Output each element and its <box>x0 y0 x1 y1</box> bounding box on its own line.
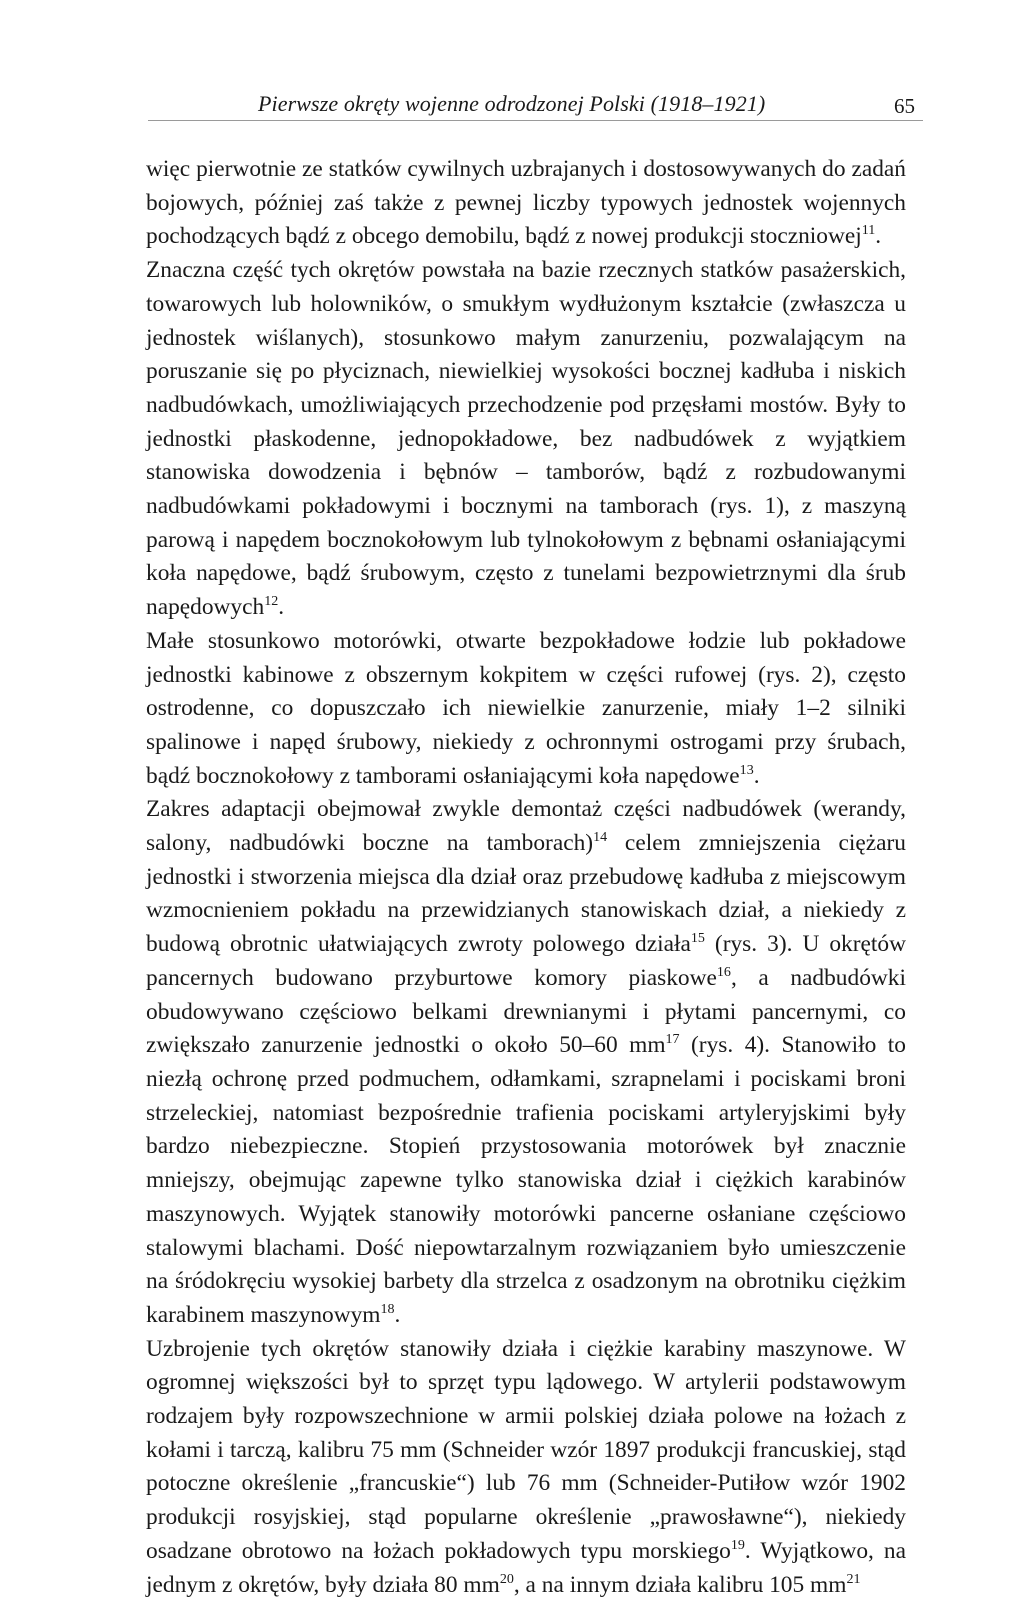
paragraph <box>146 1333 906 1602</box>
paragraph <box>146 793 906 1332</box>
running-title: Pierwsze okręty wojenne odrodzonej Polski (1918–1921) <box>258 91 766 116</box>
text-run: , a nadbudówki obudowywano częściowo belkami drewnianymi i płytami pancernymi, co zwiększało zanurzenie jednostki o około 50–60 mm <box>146 964 906 1059</box>
text-run: Znaczna część tych okrętów powstała na bazie rzecznych statków pasażerskich, towarowych lub holowników, o smukłym wydłużonym kształcie (zwłaszcza u jednostek wiślanych), stosunkowo małym zanurzeniu, pozwalającym na poruszanie się po płyciznach, niewielkiej wysokości bocznej kadłuba i niskich nadbudówkach, umożliwiających przechodzenie pod przęsłami mostów. Były to jednostki płaskodenne, jednopokładowe, bez nadbudówek z wyjątkiem stanowiska dowodzenia i bębnów – tamborów, bądź z rozbudowanymi nadbudówkami pokładowymi i bocznymi na tamborach (rys. 1), z maszyną parową i napędem bocznokołowym lub tylnokołowym z bębnami osłaniającymi koła napędowe, bądź śrubowym, często z tunelami bezpowietrznymi dla śrub napędowych <box>146 257 906 621</box>
footnote-ref: 19 <box>730 1536 745 1553</box>
paragraph <box>146 153 906 254</box>
body-text <box>146 153 906 1602</box>
page-number: 65 <box>894 94 915 118</box>
page-header <box>148 60 923 121</box>
text-run: (rys. 4). Stanowiło to niezłą ochronę przed podmuchem, odłamkami, szrapnelami i pociskami broni strzeleckiej, natomiast bezpośrednie trafienia pociskami artyleryjskimi były bardzo niebezpieczne. Stopień przystosowania motorówek był znacznie mniejszy, obejmując zapewne tylko stanowiska dział i ciężkich karabinów maszynowych. Wyjątek stanowiły motorówki pancerne osłaniane częściowo stalowymi blachami. Dość niepowtarzalnym rozwiązaniem było umieszczenie na śródokręciu wysokiej barbety dla strzelca z osadzonym na obrotniku ciężkim karabinem maszynowym <box>146 1032 906 1328</box>
text-run: . <box>875 223 882 250</box>
text-run: Zakres adaptacji obejmował zwykle demontaż części nadbudówek (werandy, salony, nadbudówki boczne na tamborach) <box>146 796 906 857</box>
text-run: . <box>394 1301 401 1328</box>
footnote-ref: 17 <box>665 1031 680 1048</box>
footnote-ref: 11 <box>861 222 876 239</box>
text-run: Uzbrojenie tych okrętów stanowiły działa i ciężkie karabiny maszynowe. W ogromnej większości był to sprzęt typu lądowego. W artylerii podstawowym rodzajem były rozpowszechnione w armii polskiej działa polowe na łożach z kołami i tarczą, kalibru 75 mm (Schneider wzór 1897 produkcji francuskiej, stąd potoczne określenie „francuskie“) lub 76 mm (Schneider-Putiłow wzór 1902 produkcji rosyjskiej, stąd popularne określenie „prawosławne“), niekiedy osadzane obrotowo na łożach pokładowych typu morskiego <box>146 1335 906 1564</box>
footnote-ref: 20 <box>499 1570 514 1587</box>
text-run: celem zmniejszenia ciężaru jednostki i stworzenia miejsca dla dział oraz przebudowę kadłuba z miejscowym wzmocnieniem pokładu na przewidzianych stanowiskach dział, a niekiedy z budową obrotnic ułatwiających zwroty polowego działa <box>146 830 906 958</box>
footnote-ref: 12 <box>264 593 279 610</box>
footnote-ref: 18 <box>380 1300 395 1317</box>
text-run: . <box>278 594 285 621</box>
paragraph <box>146 625 906 794</box>
footnote-ref: 15 <box>690 930 705 947</box>
footnote-ref: 13 <box>739 761 754 778</box>
footnote-ref: 21 <box>846 1570 861 1587</box>
text-run: . <box>753 762 760 789</box>
paragraph <box>146 254 906 625</box>
text-run: , a na innym działa kalibru 105 mm <box>513 1571 847 1598</box>
text-run: Małe stosunkowo motorówki, otwarte bezpokładowe łodzie lub pokładowe jednostki kabinowe z obszernym kokpitem w części rufowej (rys. 2), często ostrodenne, co dopuszczało ich niewielkie zanurzenie, miały 1–2 silniki spalinowe i napęd śrubowy, niekiedy z ochronnymi ostrogami przy śrubach, bądź bocznokołowy z tamborami osłaniającymi koła napędowe <box>146 627 906 789</box>
text-run: więc pierwotnie ze statków cywilnych uzbrajanych i dostosowywanych do zadań bojowych, później zaś także z pewnej liczby typowych jednostek wojennych pochodzących bądź z obcego demobilu, bądź z nowej produkcji stoczniowej <box>146 156 906 250</box>
text-run: (rys. 3). U okrętów pancernych budowano przyburtowe komory piaskowe <box>146 931 906 991</box>
text-run: . Wyjątkowo, na jednym z okrętów, były działa 80 mm <box>146 1537 906 1598</box>
footnote-ref: 14 <box>593 828 608 845</box>
footnote-ref: 16 <box>716 963 731 980</box>
